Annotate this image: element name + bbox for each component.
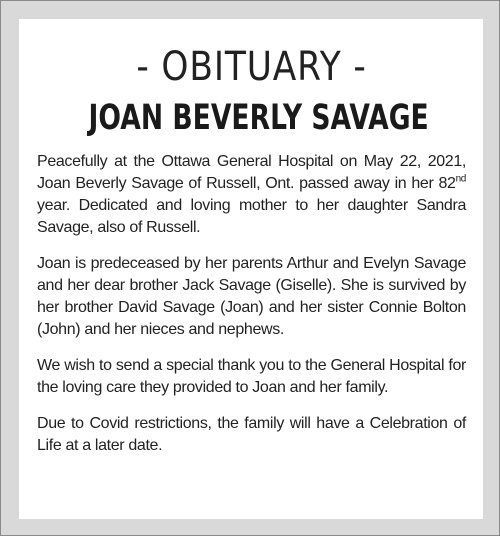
paragraph-passing-text-cont: year. Dedicated and loving mother to her daughter Sandra Savage, also of Russell. xyxy=(37,197,466,236)
obituary-body xyxy=(37,151,466,457)
paragraph-thanks: We wish to send a special thank you to the General Hospital for the loving care they provided to Joan and her family. xyxy=(37,357,466,396)
obituary-kicker: - OBITUARY - xyxy=(136,44,367,90)
ordinal-suffix: nd xyxy=(455,173,466,185)
paragraph-passing xyxy=(37,151,466,239)
deceased-name: JOAN BEVERLY SAVAGE xyxy=(88,98,429,138)
obituary-card xyxy=(19,19,483,519)
paragraph-passing-text: Peacefully at the Ottawa General Hospital on May 22, 2021, Joan Beverly Savage of Russell, Ont. passed away in her 82 xyxy=(37,153,466,192)
paragraph-celebration: Due to Covid restrictions, the family will have a Celebration of Life at a later date. xyxy=(37,415,466,454)
paragraph-family: Joan is predeceased by her parents Arthur and Evelyn Savage and her dear brother Jack Savage (Giselle). She is survived by her brother David Savage (Joan) and her sister Connie Bolton (John) and her nieces and nephews. xyxy=(37,255,466,338)
